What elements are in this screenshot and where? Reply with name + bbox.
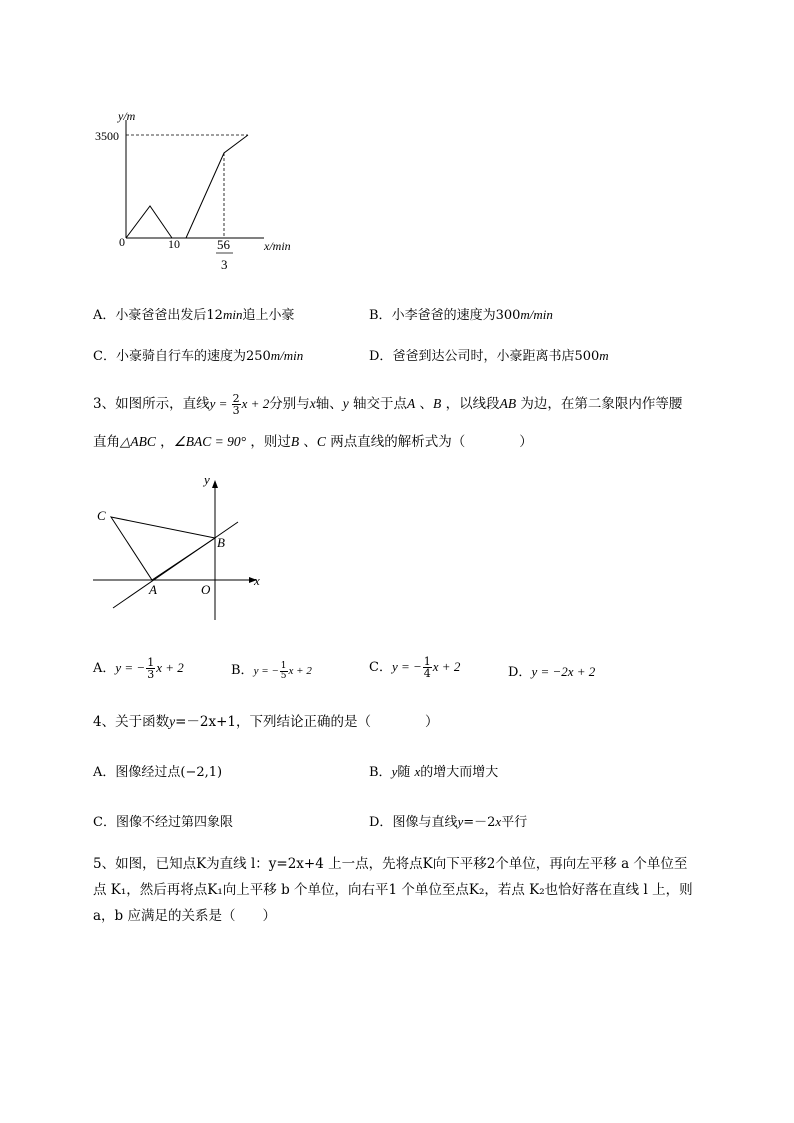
- q4-option-d[interactable]: D．图像与直线y=－2x平行: [369, 814, 528, 830]
- q5-stem-line1: 5、如图，已知点K为直线 l：y=2x+4 上一点，先将点K向下平移2个单位，再向左平移 a 个单位至: [93, 856, 688, 872]
- q4-option-b[interactable]: B．y随 x的增大而增大: [369, 764, 499, 780]
- q2-option-d[interactable]: D．爸爸到达公司时，小豪距离书店500m: [369, 348, 609, 364]
- y-axis-arrow: [212, 480, 218, 488]
- dad-path: [186, 135, 248, 238]
- triangle-abc: [111, 517, 215, 580]
- y-axis-label: y/m: [118, 109, 136, 123]
- x-axis-label: x/min: [264, 239, 291, 253]
- q5-stem-line3: a，b 应满足的关系是（ ）: [93, 908, 276, 924]
- q5-stem-line2: 点 K₁，然后再将点K₁向上平移 b 个单位，向右平1 个单位至点K₂，若点 K₂也恰好落在直线 l 上，则: [93, 882, 693, 898]
- q3-stem-line2: 直角△ABC ，∠BAC = 90° ，则过B 、C 两点直线的解析式为（ ）: [93, 434, 533, 450]
- q2-option-b[interactable]: B．小李爸爸的速度为300m/min: [369, 307, 553, 323]
- x-tick-frac-den: 3: [221, 257, 228, 272]
- q3-triangle-figure: [85, 470, 275, 630]
- distance-time-graph: [88, 100, 328, 290]
- xiaohao-path: [126, 206, 172, 238]
- q3-stem-line1: 3、如图所示，直线y = $\frac{2}{3}$ x + 2分别与x轴、y 轴交于点A 、B ，以线段AB 为边，在第二象限内作等腰: [93, 392, 683, 417]
- x-tick-frac-num: 56: [217, 237, 230, 252]
- q3-option-c[interactable]: C．y = − $\frac{1}{4}$ x + 2: [369, 655, 461, 680]
- q2-option-a[interactable]: A．小豪爸爸出发后12min追上小豪: [93, 307, 295, 323]
- q4-option-c[interactable]: C．图像不经过第四象限: [93, 815, 233, 830]
- q4-option-a[interactable]: A．图像经过点(−2,1): [93, 765, 223, 780]
- q2-option-c[interactable]: C．小豪骑自行车的速度为250m/min: [93, 348, 304, 364]
- y-tick-3500: 3500: [95, 129, 119, 143]
- q3-option-b[interactable]: B．y = − $\frac{1}{5}$ x + 2: [231, 660, 312, 681]
- origin-label: 0: [119, 235, 125, 249]
- point-c-label: C: [97, 508, 106, 523]
- x-axis-label: x: [254, 573, 260, 588]
- q4-stem: 4、关于函数y=－2x+1，下列结论正确的是（ ）: [93, 714, 439, 730]
- x-tick-10: 10: [168, 237, 180, 251]
- q3-option-d[interactable]: D．y = −2x + 2: [508, 664, 596, 680]
- point-b-label: B: [217, 535, 225, 550]
- q3-fraction: $\frac{2}{3}$: [232, 392, 240, 417]
- q3-option-a[interactable]: A．y = − $\frac{1}{3}$ x + 2: [93, 656, 184, 681]
- y-axis-label: y: [204, 472, 210, 487]
- origin-o-label: O: [201, 582, 211, 597]
- point-a-label: A: [149, 582, 157, 597]
